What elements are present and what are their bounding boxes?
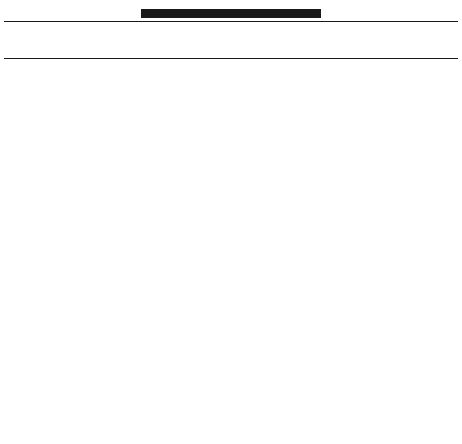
previous-article-tail <box>4 0 458 9</box>
headline-box <box>4 21 458 59</box>
article-headline <box>151 24 311 52</box>
section-banner <box>141 9 321 18</box>
article-body <box>4 63 458 81</box>
article-paragraph <box>4 63 458 81</box>
